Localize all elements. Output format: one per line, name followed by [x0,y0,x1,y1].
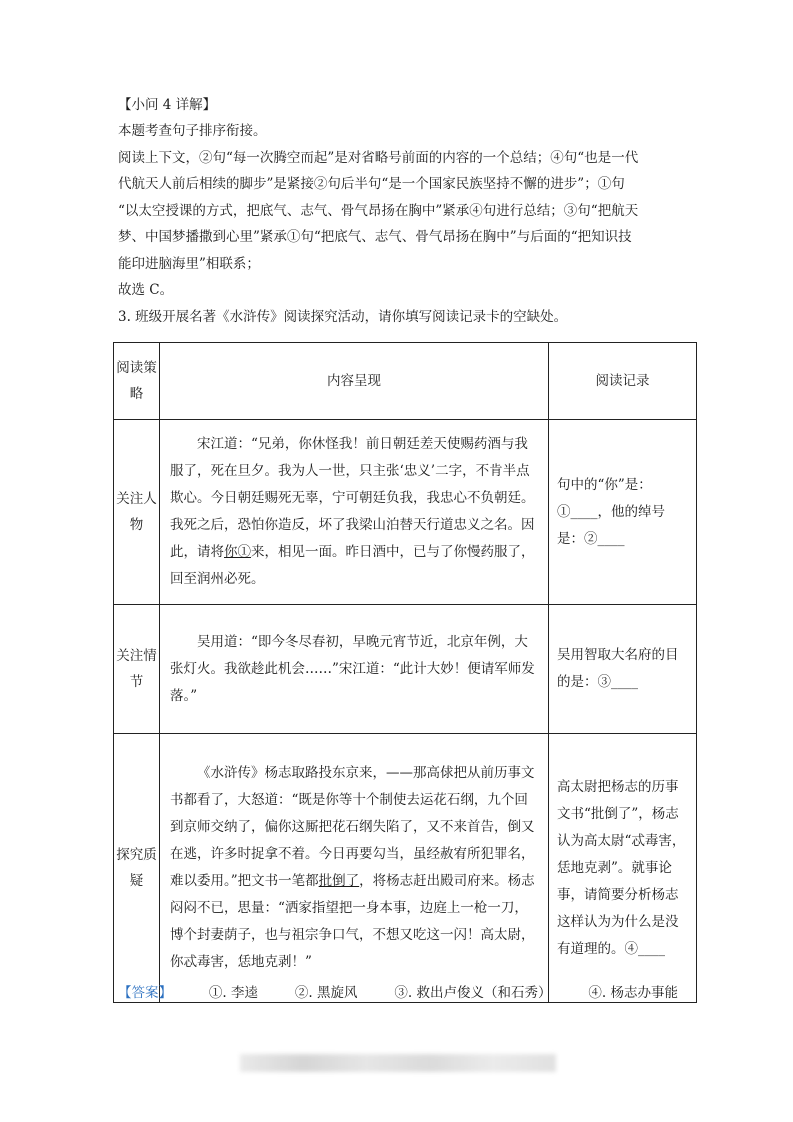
table-row [114,605,697,734]
analysis-line: “以太空授课的方式，把底气、志气、骨气昂扬在胸中”紧承④句进行总结；③句“把航天 [118,202,639,219]
content-text: 宋江道：“兄弟，你休怪我！前日朝廷差天使赐药酒与我服了，死在旦夕。我为人一世，只主张‘忠义’二字，不肯半点欺心。今日朝廷赐死无辜，宁可朝廷负我，我忠心不负朝廷。我死之后，恐怕你造反，坏了我梁山泊替天行道忠义之名。因此，请将 [170,436,535,560]
record-cell: 吴用智取大名府的目的是：③____ [549,605,697,734]
record-cell: 高太尉把杨志的历事文书“批倒了”，杨志认为高太尉“忒毒害，恁地克剥”。就事论事，请简要分析杨志这样认为为什么是没有道理的。④____ [549,734,697,1003]
blurred-watermark [240,1054,556,1072]
underlined-text: 你① [224,544,251,560]
answer-item: ③. 救出卢俊义（和石秀） [394,985,552,1001]
answer-item: ②. 黑旋风 [294,985,358,1001]
conclusion-line: 故选 C。 [118,282,174,298]
header-record: 阅读记录 [549,343,697,420]
content-cell [160,734,549,1003]
section-heading: 【小问 4 详解】 [118,97,217,113]
reading-record-table [113,342,697,1003]
analysis-line: 本题考查句子排序衔接。 [118,123,267,139]
analysis-line: 阅读上下文，②句“每一次腾空而起”是对省略号前面的内容的一个总结；④句“也是一代 [118,149,639,166]
answer-line [118,980,678,1006]
header-strategy: 阅读策略 [114,343,160,420]
analysis-line: 梦、中国梦播撒到心里”紧承①句“把底气、志气、骨气昂扬在胸中”与后面的“把知识技 [118,229,632,245]
analysis-line: 代航天人前后相续的脚步”是紧接②句后半句“是一个国家民族坚持不懈的进步”；①句 [118,176,625,192]
answer-tag: 【答案】 [118,985,172,1001]
content-cell [160,420,549,605]
content-text: 来，相见一面。昨日酒中，已与了你慢药服了，回至润州必死。 [170,544,535,587]
answer-item: ④. 杨志办事能 [588,985,678,1001]
analysis-text [118,118,674,330]
analysis-line: 能印进脑海里”相联系； [118,255,260,272]
table-row [114,734,697,1003]
content-text: 《水浒传》杨志取路投东京来，——那高俅把从前历事文书都看了，大怒道：“既是你等十个制使去运花石纲，九个回到京师交纳了，偏你这厮把花石纲失陷了，又不来首告，倒又在逃，许多时捉拿不着。今日再要勾当，虽经赦宥所犯罪名，难以委用。”把文书一笔都 [170,765,535,889]
underlined-text: 批倒了 [318,873,360,889]
header-content: 内容呈现 [160,343,549,420]
answer-item: ①. 李逵 [208,985,258,1001]
question-3-prompt: 3. 班级开展名著《水浒传》阅读探究活动，请你填写阅读记录卡的空缺处。 [118,308,568,325]
strategy-cell: 关注人物 [114,420,160,605]
table-header-row [114,343,697,420]
strategy-cell: 关注情节 [114,605,160,734]
content-text: 吴用道：“即今冬尽春初，早晚元宵节近，北京年例，大张灯火。我欲趁此机会……”宋江道：“此计大妙！便请军师发落。” [170,633,535,704]
content-cell [160,605,549,734]
strategy-cell: 探究质疑 [114,734,160,1003]
table-row [114,420,697,605]
content-text: ，将杨志赶出殿司府来。杨志闷闷不已，思量：“洒家指望把一身本事，边庭上一枪一刀，博个封妻荫子，也与祖宗争口气，不想又吃这一闪！高太尉，你忒毒害，恁地克剥！” [170,873,535,970]
record-cell: 句中的“你”是：①____，他的绰号是：②____ [549,420,697,605]
